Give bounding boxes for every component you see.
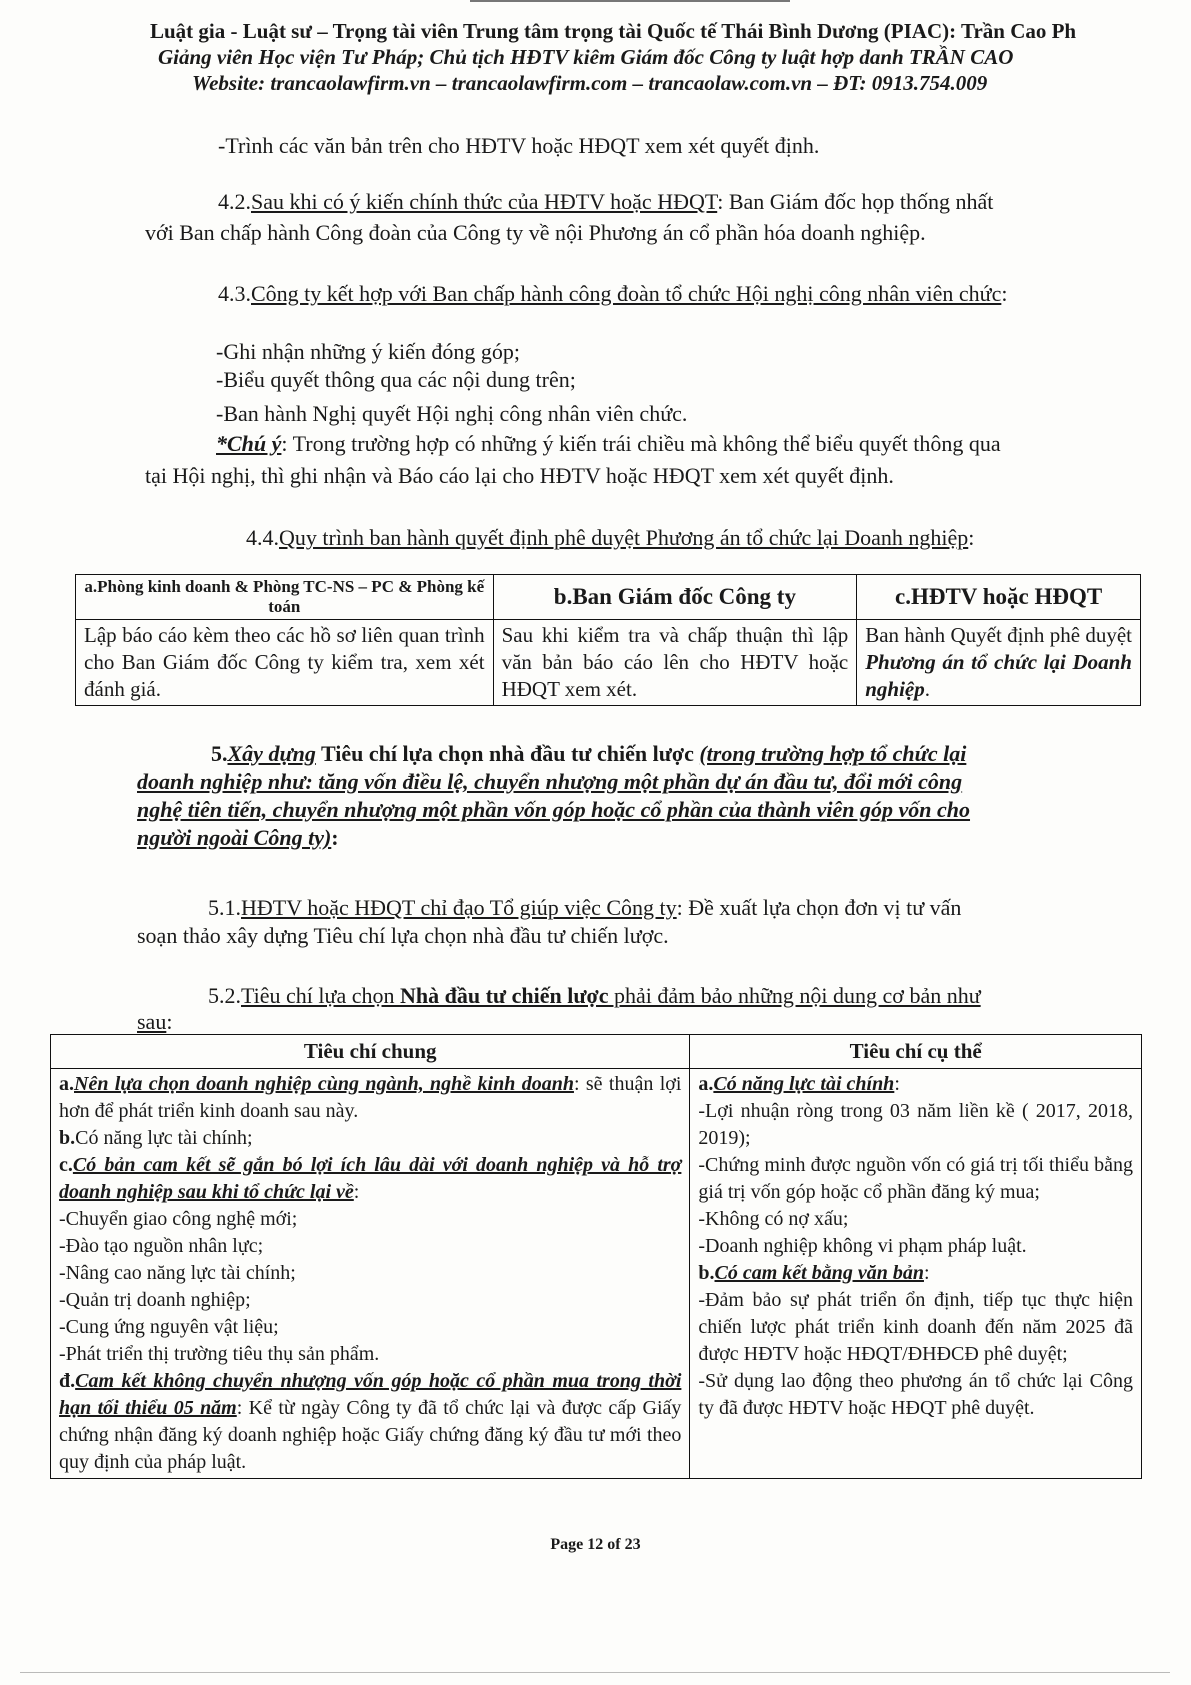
list-item: -Đảm bảo sự phát triển ổn định, tiếp tục thực hiện chiến lược phát triển kinh doanh đến năm 2025 đã được HĐTV hoặc HĐQT/ĐHĐCĐ phê duyệt; <box>698 1289 1133 1365</box>
note-label: *Chú ý <box>216 431 282 456</box>
general-criteria-cell: a.Nên lựa chọn doanh nghiệp cùng ngành, nghề kinh doanh: sẽ thuận lợi hơn để phát triển kinh doanh sau này. b.Có năng lực tài chính; c.Có bản cam kết sẽ gắn bó lợi ích lâu dài với doanh nghiệp và hỗ trợ doanh nghiệp sau khi tổ chức lại về: -Chuyển giao công nghệ mới; -Đào tạo nguồn nhân lực; -Nâng cao năng lực tài chính; -Quản trị doanh nghiệp; -Cung ứng nguyên vật liệu; -Phát triển thị trường tiêu thụ sản phẩm. đ.Cam kết không chuyển nhượng vốn góp hoặc cổ phần mua trong thời hạn tối thiểu 05 năm: Kể từ ngày Công ty đã tổ chức lại và được cấp Giấy chứng nhận đăng ký doanh nghiệp hoặc Giấy chứng đăng ký đầu tư mới theo quy định của pháp luật. <box>51 1069 690 1479</box>
note-line-2: tại Hội nghị, thì ghi nhận và Báo cáo lại cho HĐTV hoặc HĐQT xem xét quyết định. <box>145 463 894 488</box>
section-text: : Đề xuất lựa chọn đơn vị tư vấn <box>676 895 962 920</box>
table-header-cell: a.Phòng kinh doanh & Phòng TC-NS – PC & Phòng kế toán <box>76 575 494 620</box>
scan-edge-mark <box>470 0 790 2</box>
table-header-cell: Tiêu chí chung <box>51 1035 690 1069</box>
scan-edge-line <box>20 1672 1170 1673</box>
section-5-heading: 5.Xây dựng Tiêu chí lựa chọn nhà đầu tư chiến lược (trong trường hợp tổ chức lại doanh nghiệp như: tăng vốn điều lệ, chuyển nhượng một phần dự án đầu tư, đổi mới công nghệ tiên tiến, chuyển nhượng một phần vốn góp hoặc cổ phần của thành viên góp vốn cho người ngoài Công ty): <box>137 741 971 850</box>
section-5-2-line-1: 5.2.Tiêu chí lựa chọn Nhà đầu tư chiến lược phải đảm bảo những nội dung cơ bản như <box>208 983 981 1008</box>
list-item: -Không có nợ xấu; <box>698 1208 849 1230</box>
list-item: -Sử dụng lao động theo phương án tổ chức lại Công ty đã được HĐTV hoặc HĐQT phê duyệt. <box>698 1370 1133 1419</box>
section-number: 5.1. <box>208 895 241 920</box>
table-header-row <box>76 575 1141 620</box>
section-4-2-line-2: với Ban chấp hành Công đoàn của Công ty về nội Phương án cổ phần hóa doanh nghiệp. <box>145 220 926 245</box>
letterhead-line-2: Giảng viên Học viện Tư Pháp; Chủ tịch HĐTV kiêm Giám đốc Công ty luật hợp danh TRẦN CAO <box>158 45 1014 69</box>
section-title-prefix: Xây dựng <box>227 741 316 766</box>
section-number: 5.2. <box>208 983 241 1008</box>
section-number: 4.4. <box>246 525 279 550</box>
list-item: -Biểu quyết thông qua các nội dung trên; <box>216 367 576 392</box>
table-cell: Lập báo cáo kèm theo các hồ sơ liên quan trình cho Ban Giám đốc Công ty kiểm tra, xem xét đánh giá. <box>76 620 494 706</box>
section-title: Sau khi có ý kiến chính thức của HĐTV hoặc HĐQT <box>251 189 718 214</box>
list-item: -Doanh nghiệp không vi phạm pháp luật. <box>698 1235 1027 1257</box>
section-4-2-line-1 <box>218 188 993 216</box>
list-item: -Đào tạo nguồn nhân lực; <box>59 1235 264 1257</box>
approval-process-table <box>75 574 1141 706</box>
letterhead-line-1: Luật gia - Luật sư – Trọng tài viên Trung tâm trọng tài Quốc tế Thái Bình Dương (PIAC): Trần Cao Ph <box>150 19 1077 43</box>
table-header-cell: Tiêu chí cụ thể <box>690 1035 1142 1069</box>
note-line-1 <box>216 430 1001 458</box>
note-text: : Trong trường hợp có những ý kiến trái chiều mà không thể biểu quyết thông qua <box>281 431 1001 456</box>
section-4-3-heading: 4.3.Công ty kết hợp với Ban chấp hành công đoàn tổ chức Hội nghị công nhân viên chức: <box>218 281 1008 306</box>
section-5-1-line-2: soạn thảo xây dựng Tiêu chí lựa chọn nhà đầu tư chiến lược. <box>137 923 669 948</box>
list-item: -Ghi nhận những ý kiến đóng góp; <box>216 339 521 364</box>
page-number: Page 12 of 23 <box>550 1536 641 1553</box>
table-header-row <box>51 1035 1142 1069</box>
list-item: -Phát triển thị trường tiêu thụ sản phẩm. <box>59 1343 380 1365</box>
section-4-4-heading: 4.4.Quy trình ban hành quyết định phê duyệt Phương án tổ chức lại Doanh nghiệp: <box>246 525 975 550</box>
list-item: -Quản trị doanh nghiệp; <box>59 1289 251 1311</box>
list-item: -Chuyển giao công nghệ mới; <box>59 1208 298 1230</box>
letterhead-line-3: Website: trancaolawfirm.vn – trancaolawfirm.com – trancaolaw.com.vn – ĐT: 0913.754.009 <box>192 71 988 95</box>
section-5-1-line-1 <box>208 894 961 922</box>
table-cell: Sau khi kiểm tra và chấp thuận thì lập văn bản báo cáo lên cho HĐTV hoặc HĐQT xem xét. <box>493 620 857 706</box>
table-header-cell: c.HĐTV hoặc HĐQT <box>857 575 1141 620</box>
section-text: : Ban Giám đốc họp thống nhất <box>717 189 994 214</box>
list-item: -Ban hành Nghị quyết Hội nghị công nhân viên chức. <box>216 401 688 426</box>
section-title: Công ty kết hợp với Ban chấp hành công đoàn tổ chức Hội nghị công nhân viên chức <box>251 281 1002 306</box>
section-title: HĐTV hoặc HĐQT chỉ đạo Tổ giúp việc Công ty <box>241 895 677 920</box>
specific-criteria-cell: a.Có năng lực tài chính: -Lợi nhuận ròng trong 03 năm liền kề ( 2017, 2018, 2019); -Chứng minh được nguồn vốn có giá trị tối thiểu bằng giá trị vốn góp hoặc cổ phần đăng ký mua; -Không có nợ xấu; -Doanh nghiệp không vi phạm pháp luật. b.Có cam kết bằng văn bản: -Đảm bảo sự phát triển ổn định, tiếp tục thực hiện chiến lược phát triển kinh doanh đến năm 2025 đã được HĐTV hoặc HĐQT/ĐHĐCĐ phê duyệt; -Sử dụng lao động theo phương án tổ chức lại Công ty đã được HĐTV hoặc HĐQT phê duyệt. <box>690 1069 1142 1479</box>
table-row <box>76 620 1141 706</box>
table-header-cell: b.Ban Giám đốc Công ty <box>493 575 857 620</box>
section-title: Quy trình ban hành quyết định phê duyệt Phương án tổ chức lại Doanh nghiệp <box>279 525 969 550</box>
list-item: -Nâng cao năng lực tài chính; <box>59 1262 296 1284</box>
section-number: 4.2. <box>218 189 251 214</box>
section-title: Tiêu chí lựa chọn nhà đầu tư chiến lược <box>315 741 700 766</box>
list-item: -Lợi nhuận ròng trong 03 năm liền kề ( 2017, 2018, 2019); <box>698 1100 1133 1149</box>
intro-line: -Trình các văn bản trên cho HĐTV hoặc HĐQT xem xét quyết định. <box>218 133 820 158</box>
section-number: 5. <box>211 741 228 766</box>
section-5-2-line-2: sau: <box>137 1009 173 1034</box>
table-row <box>51 1069 1142 1479</box>
list-item: -Chứng minh được nguồn vốn có giá trị tối thiểu bằng giá trị vốn góp hoặc cổ phần đăng ký mua; <box>698 1154 1133 1203</box>
investor-criteria-table <box>50 1034 1142 1479</box>
section-number: 4.3. <box>218 281 251 306</box>
table-cell: Ban hành Quyết định phê duyệt Phương án tổ chức lại Doanh nghiệp. <box>857 620 1141 706</box>
list-item: -Cung ứng nguyên vật liệu; <box>59 1316 279 1338</box>
